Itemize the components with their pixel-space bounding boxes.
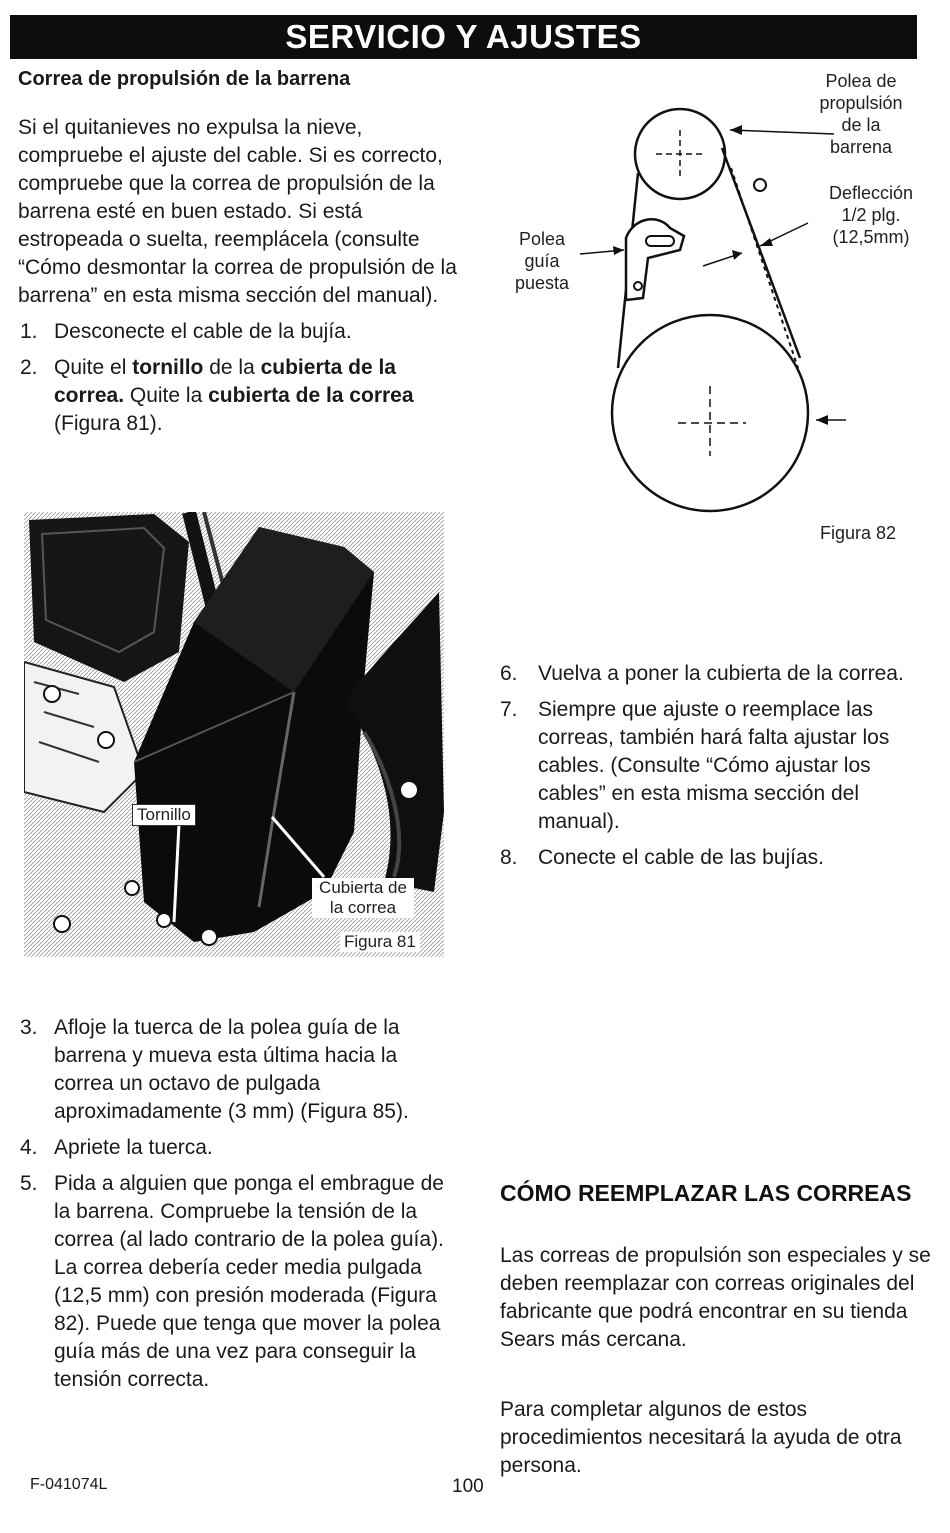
figure-82-belt-deflection-diagram	[498, 68, 928, 548]
step-text: Quite el tornillo de la cubierta de la correa. Quite la cubierta de la correa (Figura 81).	[54, 356, 414, 435]
step-3	[18, 1014, 448, 1126]
step-number: 5.	[20, 1172, 38, 1195]
label-auger-drive-pulley: Polea de propulsión de la barrena	[819, 71, 903, 157]
step-1	[18, 318, 458, 346]
label-idler-pulley: Polea guía puesta	[514, 229, 570, 293]
figure-81-caption: Figura 81	[340, 932, 420, 952]
step-2	[18, 354, 458, 438]
step-4	[18, 1134, 448, 1162]
step-number: 1.	[20, 320, 38, 343]
page-header-banner: SERVICIO Y AJUSTES	[10, 15, 917, 59]
replace-belts-paragraph-2: Para completar algunos de estos procedimientos necesitará la ayuda de otra persona.	[500, 1398, 902, 1477]
section-title: Correa de propulsión de la barrena	[18, 68, 351, 90]
label-cubierta: Cubierta de la correa	[308, 878, 418, 918]
step-text: Conecte el cable de las bujías.	[538, 846, 825, 869]
document-code: F-041074L	[30, 1476, 108, 1493]
step-number: 7.	[500, 698, 518, 721]
step-text: Desconecte el cable de la bujía.	[54, 320, 352, 343]
step-number: 2.	[20, 356, 38, 379]
intro-paragraph: Si el quitanieves no expulsa la nieve, compruebe el ajuste del cable. Si es correcto, compruebe que la correa de propulsión de la barrena esté en buen estado. Si está estropeada o suelta, reemplácela (consulte “Cómo desmontar la correa de propulsión de la barrena” en esta misma sección del manual).	[18, 116, 457, 307]
figure-82-caption: Figura 82	[820, 523, 897, 543]
step-text: Siempre que ajuste o reemplace las correas, también hará falta ajustar los cables. (Consulte “Cómo ajustar los cables” en esta misma sección del manual).	[538, 698, 890, 833]
step-6	[498, 660, 930, 688]
step-8	[498, 844, 930, 872]
left-steps-bottom	[18, 1006, 448, 1394]
step-5	[18, 1170, 448, 1394]
section-heading-replace-belts: CÓMO REEMPLAZAR LAS CORREAS	[500, 1180, 912, 1206]
page-number: 100	[452, 1476, 484, 1497]
label-deflection: Deflección 1/2 plg. (12,5mm)	[828, 183, 914, 247]
step-7	[498, 696, 930, 836]
step-text: Vuelva a poner la cubierta de la correa.	[538, 662, 904, 685]
step-text: Apriete la tuerca.	[54, 1136, 213, 1159]
figure-81-belt-cover-illustration	[24, 512, 444, 957]
label-tornillo: Tornillo	[132, 804, 196, 826]
right-steps	[498, 652, 930, 872]
step-number: 3.	[20, 1016, 38, 1039]
replace-belts-paragraph-1: Las correas de propulsión son especiales y se deben reemplazar con correas originales del fabricante que podrá encontrar en su tienda Sears más cercana.	[500, 1244, 931, 1351]
step-number: 8.	[500, 846, 518, 869]
step-number: 6.	[500, 662, 518, 685]
step-text: Afloje la tuerca de la polea guía de la barrena y mueva esta última hacia la correa un octavo de pulgada aproximadamente (3 mm) (Figura 85).	[54, 1016, 409, 1123]
left-column-top	[18, 66, 458, 438]
step-text: Pida a alguien que ponga el embrague de la barrena. Compruebe la tensión de la correa (al lado contrario de la polea guía). La correa debería ceder media pulgada (12,5 mm) con presión moderada (Figura 82). Puede que tenga que mover la polea guía más de una vez para conseguir la tensión correcta.	[54, 1172, 444, 1391]
step-number: 4.	[20, 1136, 38, 1159]
